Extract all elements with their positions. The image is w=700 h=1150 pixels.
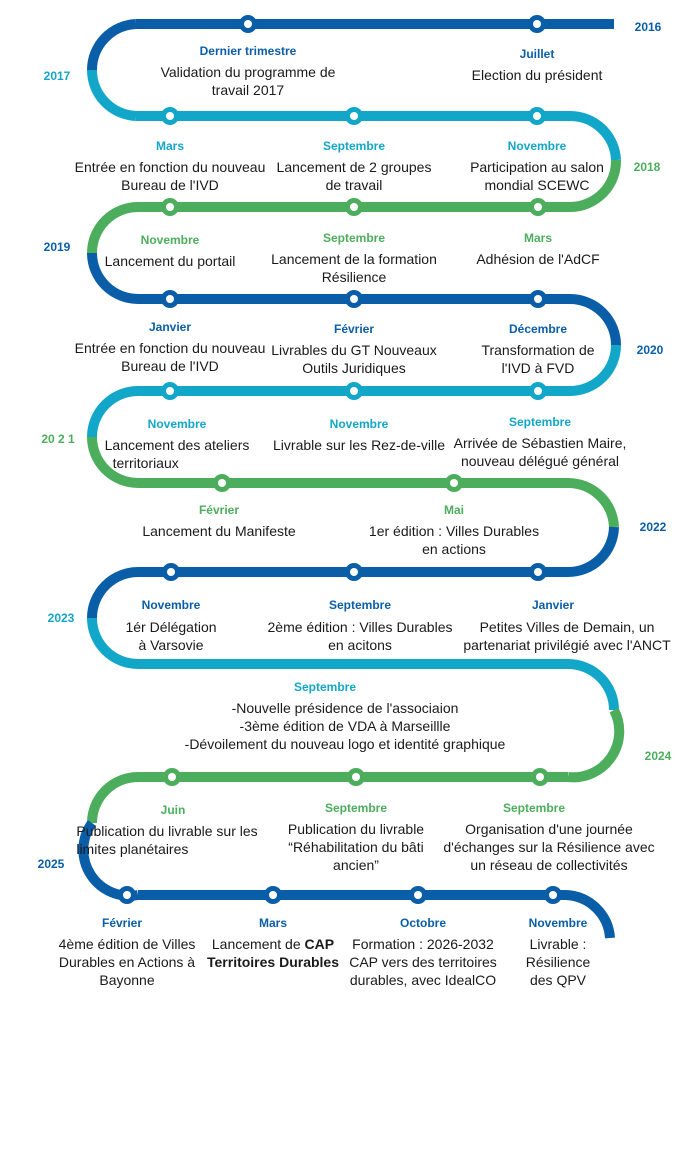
track-turn-2017-top [92, 24, 136, 70]
event-2021-mai [369, 503, 539, 558]
event-text [207, 935, 339, 953]
event-month: Octobre [399, 916, 447, 930]
event-text: Petites Villes de Demain, un [479, 619, 655, 635]
event-text: partenariat privilégié avec l'ANCT [463, 637, 671, 653]
track-turn-2024 [568, 710, 619, 777]
event-2021-fevrier [142, 503, 295, 540]
event-text: Livrables du GT Nouveaux [271, 342, 437, 358]
timeline-node-center [166, 112, 174, 120]
timeline-node-center [536, 773, 544, 781]
event-month: Décembre [508, 322, 568, 336]
event-month: Janvier [148, 320, 192, 334]
track-turn-2017-bottom [92, 70, 136, 116]
track-turn-2022 [568, 527, 614, 572]
event-text: Résilience [525, 954, 591, 970]
event-month: Novembre [140, 233, 200, 247]
event-text: Publication du livrable [287, 821, 425, 837]
event-text: des QPV [529, 972, 587, 988]
event-2024-septembre-livrable [288, 801, 424, 874]
event-month: Mai [443, 503, 465, 517]
event-month: Février [333, 322, 375, 336]
event-month: Septembre [324, 801, 388, 815]
event-text: Bayonne [99, 972, 155, 988]
event-text: Validation du programme de [160, 64, 336, 80]
event-text: de travail [325, 177, 383, 193]
timeline-node-center [534, 387, 542, 395]
event-month: Février [198, 503, 240, 517]
event-text: Transformation de [481, 342, 595, 358]
event-text: -Nouvelle présidence de l'associaion [231, 700, 459, 716]
event-month: Mars [258, 916, 288, 930]
event-text: limites planétaires [76, 841, 189, 857]
event-2018-mars [476, 231, 599, 268]
event-2019-decembre [481, 322, 594, 377]
event-text: d'échanges sur la Résilience avec [443, 839, 655, 855]
timeline-node-center [350, 295, 358, 303]
event-month: Novembre [507, 139, 567, 153]
event-text: Lancement du Manifeste [142, 523, 296, 539]
event-text: Outils Juridiques [302, 360, 406, 376]
year-label: 2018 [633, 160, 661, 174]
event-text: Bureau de l'IVD [121, 358, 219, 374]
year-label: 20 2 1 [41, 432, 75, 446]
event-2022-novembre [125, 598, 216, 654]
event-text: Election du président [471, 67, 603, 83]
event-text: CAP vers des territoires [349, 954, 497, 970]
event-text: à Varsovie [138, 637, 204, 653]
event-text: Lancement du portail [104, 253, 236, 269]
event-month: Septembre [293, 680, 357, 694]
timeline-node-center [549, 891, 557, 899]
timeline-node-center [269, 891, 277, 899]
event-month: Septembre [328, 598, 392, 612]
event-text: Durables en Actions à [58, 954, 196, 970]
year-label: 2024 [644, 749, 672, 763]
event-text: Livrable sur les Rez-de-ville [273, 437, 445, 453]
event-2018-septembre [271, 231, 437, 286]
event-2025-fevrier [59, 916, 196, 989]
event-month: Mars [155, 139, 185, 153]
event-2017-mars [75, 139, 266, 194]
event-month: Juillet [519, 47, 555, 61]
timeline-node-center [166, 387, 174, 395]
timeline-node-center [450, 479, 458, 487]
event-text: 1ér Délégation [125, 619, 217, 635]
event-2022-janvier [463, 598, 670, 654]
year-label: 2016 [634, 20, 662, 34]
event-2017-novembre [470, 139, 604, 194]
event-text: nouveau délégué général [460, 453, 620, 469]
event-month: Février [101, 916, 143, 930]
timeline-node-center [218, 479, 226, 487]
timeline-node-center [534, 568, 542, 576]
event-month: Novembre [141, 598, 201, 612]
event-2024-septembre-journee [443, 801, 654, 874]
timeline-node-center [350, 203, 358, 211]
event-text: 1er édition : Villes Durables [368, 523, 540, 539]
event-text: Livrable : [529, 936, 587, 952]
event-month: Novembre [147, 417, 207, 431]
event-text: mondial SCEWC [484, 177, 590, 193]
event-month: Novembre [528, 916, 588, 930]
event-text: Formation : 2026-2032 [352, 936, 494, 952]
event-2023-septembre [185, 680, 506, 753]
event-text: -3ème édition de VDA à Marseillle [239, 718, 451, 734]
event-text: l'IVD à FVD [501, 360, 575, 376]
event-text: “Réhabilitation du bâti [288, 839, 424, 855]
event-month: Septembre [322, 231, 386, 245]
event-text: Lancement de 2 groupes [276, 159, 432, 175]
event-text: Bureau de l'IVD [121, 177, 219, 193]
year-label: 2025 [37, 857, 65, 871]
event-2019-fevrier [271, 322, 437, 377]
event-text: Arrivée de Sébastien Maire, [453, 435, 627, 451]
event-2025-novembre [526, 916, 591, 989]
event-text: en acitons [328, 637, 392, 653]
timeline-node-center [534, 203, 542, 211]
event-text: Adhésion de l'AdCF [476, 251, 600, 267]
year-label: 2023 [47, 611, 75, 625]
event-2019-janvier [75, 320, 266, 375]
event-text: Lancement des ateliers [104, 437, 250, 453]
event-text-part: Lancement de [211, 936, 305, 952]
timeline-node-center [244, 20, 252, 28]
event-text: Résilience [321, 269, 387, 285]
timeline-node-center [352, 773, 360, 781]
event-2016-dernier-trimestre [161, 44, 336, 99]
event-month: Mars [523, 231, 552, 245]
event-2020-septembre [454, 415, 627, 470]
event-text: Lancement de la formation [271, 251, 437, 267]
timeline-node-center [350, 568, 358, 576]
event-text: durables, avec IdealCO [349, 972, 497, 988]
event-month: Novembre [329, 417, 389, 431]
event-text: 4ème édition de Villes [58, 936, 196, 952]
year-label: 2020 [636, 343, 664, 357]
event-2020-novembre-ateliers [105, 417, 250, 472]
timeline-node-center [123, 891, 131, 899]
event-text: Participation au salon [470, 159, 604, 175]
year-label: 2017 [43, 69, 71, 83]
timeline-node-center [168, 773, 176, 781]
timeline-node-center [534, 295, 542, 303]
timeline-node-center [533, 20, 541, 28]
event-2018-novembre [105, 233, 236, 270]
event-2017-septembre [277, 139, 432, 194]
event-text: -Dévoilement du nouveau logo et identité graphique [184, 736, 506, 752]
event-month: Juin [160, 803, 186, 817]
event-2022-septembre [268, 598, 453, 654]
event-text: 2ème édition : Villes Durables [267, 619, 453, 635]
event-text: Entrée en fonction du nouveau [74, 340, 266, 356]
event-text-bold: Territoires Durables [206, 954, 340, 970]
timeline-node-center [533, 112, 541, 120]
timeline-node-center [166, 203, 174, 211]
event-text: un réseau de collectivités [470, 857, 628, 873]
event-month: Septembre [508, 415, 572, 429]
event-text: travail 2017 [211, 82, 285, 98]
event-text: en actions [422, 541, 486, 557]
event-month: Septembre [322, 139, 386, 153]
event-2025-octobre [349, 916, 497, 989]
event-month: Janvier [531, 598, 575, 612]
event-text: territoriaux [112, 455, 179, 471]
event-month: Dernier trimestre [199, 44, 297, 58]
event-text: Publication du livrable sur les [76, 823, 258, 839]
event-text: Entrée en fonction du nouveau [74, 159, 266, 175]
event-text-bold: CAP [304, 936, 335, 952]
timeline-node-center [350, 112, 358, 120]
timeline-node-center [167, 568, 175, 576]
event-text: ancien” [333, 857, 379, 873]
event-text: Organisation d'une journée [465, 821, 633, 837]
timeline-node-center [414, 891, 422, 899]
event-2025-mars [207, 916, 339, 971]
year-label: 2019 [43, 240, 71, 254]
event-month: Septembre [502, 801, 566, 815]
event-2024-juin [76, 803, 257, 858]
year-label: 2022 [639, 520, 667, 534]
event-2020-novembre-rez-de-ville [273, 417, 445, 454]
timeline-node-center [166, 295, 174, 303]
timeline-node-center [350, 387, 358, 395]
event-2016-juillet [472, 47, 603, 84]
